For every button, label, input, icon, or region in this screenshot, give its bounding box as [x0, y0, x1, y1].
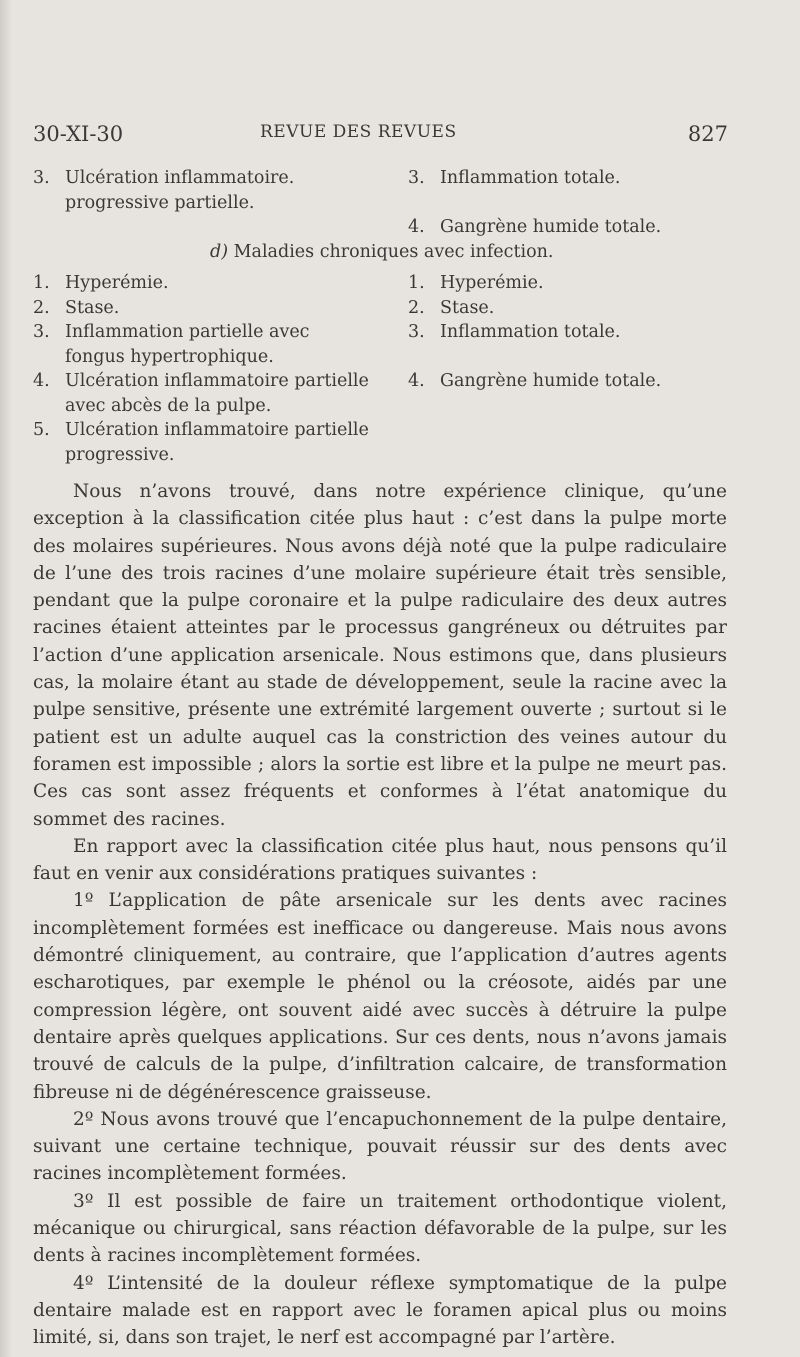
top-list-left	[33, 166, 373, 215]
list-item-text: Hyperémie.	[440, 273, 544, 293]
chronic-list-right	[408, 271, 728, 394]
page-header	[33, 122, 728, 156]
header-date: 30-XI-30	[33, 122, 124, 146]
list-item-text: Ulcération inflammatoire partielle progressive.	[65, 420, 369, 465]
section-subheading	[210, 240, 660, 265]
paragraph: 1º L’application de pâte arsenicale sur les dents avec racines incomplètement formées est inefficace ou dangereuse. Mais nous avons démontré cliniquement, au contraire, que l’application d’autres agents escharotiques, par exemple le phénol ou la créosote, aidés par une compression légère, ont souvent aidé avec succès à détruire la pulpe dentaire après quelques applications. Sur ces dents, nous n’avons jamais trouvé de calculs de la pulpe, d’infiltration calcaire, de transformation fibreuse ni de dégénérescence graisseuse.	[33, 890, 727, 1103]
list-item-number: 3.	[33, 322, 50, 342]
list-item	[408, 369, 728, 394]
list-item-number: 3.	[408, 322, 425, 342]
list-item-text: Inflammation totale.	[440, 322, 621, 342]
list-item-number: 4.	[33, 371, 50, 391]
paragraph: En rapport avec la classification citée plus haut, nous pensons qu’il faut en venir aux considérations pratiques suivantes :	[33, 835, 727, 885]
list-item	[33, 271, 373, 296]
list-item	[33, 320, 373, 369]
top-list-right	[408, 166, 728, 240]
list-item	[33, 418, 373, 467]
list-item-text: Ulcération inflammatoire partielle avec abcès de la pulpe.	[65, 371, 369, 416]
chronic-list-left	[33, 271, 373, 467]
subheading-letter: d)	[210, 242, 229, 262]
list-item-text: Gangrène humide totale.	[440, 217, 662, 237]
list-item	[33, 296, 373, 321]
list-item-text: Stase.	[65, 297, 120, 318]
list-item-text: Hyperémie.	[65, 273, 169, 293]
list-item-text: Ulcération inflammatoire. progressive partielle.	[65, 168, 295, 213]
page-number: 827	[687, 122, 728, 146]
list-item-number: 4.	[408, 371, 425, 391]
list-item	[408, 271, 728, 296]
list-item-number: 3.	[408, 168, 425, 188]
list-item	[33, 166, 373, 215]
list-item	[408, 215, 728, 240]
paragraph: 3º Il est possible de faire un traitement orthodontique violent, mécanique ou chirurgical, sans réaction défavorable de la pulpe, sur les dents à racines incomplètement formées.	[33, 1190, 727, 1267]
paragraph: Nous n’avons trouvé, dans notre expérience clinique, qu’une exception à la classification citée plus haut : c’est dans la pulpe morte des molaires supérieures. Nous avons déjà noté que la pulpe radiculaire de l’une des trois racines d’une molaire supérieure était très sensible, pendant que la pulpe coronaire et la pulpe radiculaire des deux autres racines étaient atteintes par le processus gangréneux ou détruites par l’action d’une application arsenicale. Nous estimons que, dans plusieurs cas, la molaire étant au stade de développement, seule la racine avec la pulpe sensitive, présente une extrémité largement ouverte ; surtout si le patient est un adulte auquel cas la constriction des veines autour du foramen est impossible ; alors la sortie est libre et la pulpe ne meurt pas. Ces cas sont assez fréquents et conformes à l’état anatomique du sommet des racines.	[33, 481, 727, 830]
list-item-number: 1.	[408, 273, 425, 293]
list-item-text: Inflammation partielle avec fongus hypertrophique.	[65, 322, 310, 367]
list-item-number: 4.	[408, 217, 425, 237]
list-item	[408, 296, 728, 321]
list-item	[33, 369, 373, 418]
list-item-text: Inflammation totale.	[440, 168, 621, 188]
list-item	[408, 166, 728, 191]
list-item-number: 1.	[33, 273, 50, 293]
body-text	[33, 478, 727, 1352]
paragraph: 2º Nous avons trouvé que l’encapuchonnement de la pulpe dentaire, suivant une certaine technique, pouvait réussir sur des dents avec racines incomplètement formées.	[33, 1108, 727, 1185]
list-item-number: 2.	[408, 297, 425, 318]
list-item-number: 3.	[33, 168, 50, 188]
list-item-text: Stase.	[440, 297, 495, 318]
paragraph: 4º L’intensité de la douleur réflexe symptomatique de la pulpe dentaire malade est en rapport avec le foramen apical plus ou moins limité, si, dans son trajet, le nerf est accompagné par l’artère.	[33, 1272, 727, 1349]
list-item-number: 5.	[33, 420, 50, 440]
subheading-text: Maladies chroniques avec infection.	[233, 242, 554, 262]
running-head: REVUE DES REVUES	[260, 122, 457, 142]
page-edge-shadow	[0, 0, 12, 1357]
list-item	[408, 320, 728, 345]
list-item-text: Gangrène humide totale.	[440, 371, 662, 391]
list-item-number: 2.	[33, 297, 50, 318]
